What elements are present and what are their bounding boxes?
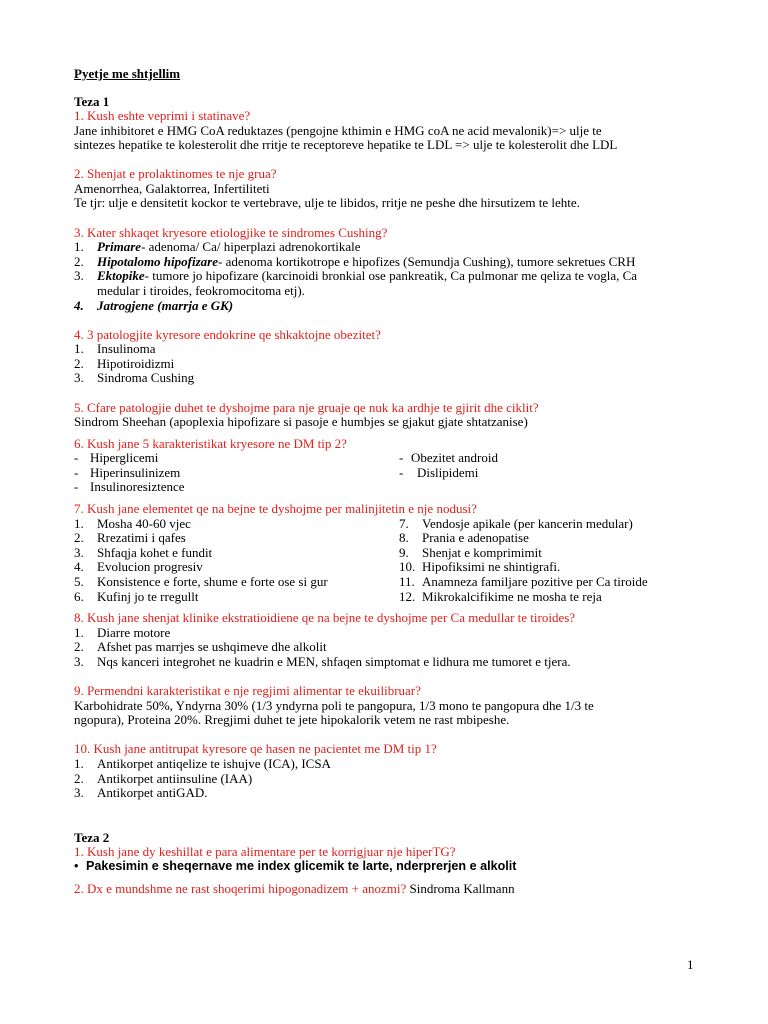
list-item: 10. Hipofiksimi ne shintigrafi. [399, 559, 561, 575]
list-item: 1. Diarre motore [74, 624, 171, 640]
answer-2-line-2: Te tjr: ulje e densitetit kockor te vertebrave, ulje te libidos, rritje ne peshe dhe hirsutizem te lehte. [74, 195, 580, 211]
answer-9-line-1: Karbohidrate 50%, Yndyrna 30% (1/3 yndyrna poli te pangopura, 1/3 mono te pangopura dhe 1/3 te [74, 697, 594, 713]
list-item: 6. Kufinj jo te rregullt [74, 588, 199, 604]
page-number: 1 [687, 957, 694, 972]
list-item: 1. Mosha 40-60 vjec [74, 515, 191, 531]
answer-4-list [74, 342, 714, 386]
list-item: 2. Antikorpet antiinsuline (IAA) [74, 770, 253, 786]
list-item: 2. Hipotalomo hipofizare- adenoma kortikotrope e hipofizes (Semundja Cushing), tumore sekretues CRH [74, 253, 636, 269]
list-item: 1. Primare- adenoma/ Ca/ hiperplazi adrenokortikale [74, 239, 361, 255]
question-6: 6. Kush jane 5 karakteristikat kryesore ne DM tip 2? [74, 435, 347, 451]
list-item: 12. Mikrokalcifikime ne mosha te reja [399, 588, 602, 604]
answer-1-line-1: Jane inhibitoret e HMG CoA reduktazes (pengojne kthimin e HMG coA ne acid mevalonik)=> ulje te [74, 122, 602, 138]
question-10: 10. Kush jane antitrupat kyresore qe hasen ne pacientet me DM tip 1? [74, 741, 437, 757]
list-item: medular i tiroides, feokromocitoma etj). [97, 282, 305, 298]
list-item: 1. Insulinoma [74, 341, 156, 357]
list-item: 3. Sindroma Cushing [74, 370, 195, 386]
section-heading-teza-1: Teza 1 [74, 94, 110, 109]
teza2-question-2: 2. Dx e mundshme ne rast shoqerimi hipogonadizem + anozmi? [74, 881, 407, 897]
answer-7-right-list [399, 517, 714, 605]
list-item: 2. Hipotiroidizmi [74, 355, 175, 371]
answer-6-right-list [399, 451, 714, 495]
answer-9-line-2: ngopura), Proteina 20%. Rregjimi duhet te jete hipokalorik vetem ne rast mbipeshe. [74, 712, 510, 728]
list-item: - Insulinoresiztence [74, 479, 185, 495]
list-item: 7. Vendosje apikale (per kancerin medular) [399, 515, 633, 531]
list-item: - Obezitet android [399, 450, 498, 466]
list-item: - Hiperglicemi [74, 450, 159, 466]
list-item: 1. Antikorpet antiqelize te ishujve (ICA), ICSA [74, 755, 331, 771]
list-item: 3. Antikorpet antiGAD. [74, 785, 208, 801]
list-item: - Hiperinsulinizem [74, 464, 181, 480]
question-3: 3. Kater shkaqet kryesore etiologjike te sindromes Cushing? [74, 224, 388, 240]
list-item: 4. Jatrogjene (marrja e GK) [74, 297, 234, 313]
list-item: 11. Anamneza familjare pozitive per Ca tiroide [399, 574, 648, 590]
list-item: 3. Nqs kanceri integrohet ne kuadrin e MEN, shfaqen simptomat e lidhura me tumoret e tjera. [74, 654, 571, 669]
list-item: 2. Afshet pas marrjes se ushqimeve dhe alkolit [74, 639, 327, 655]
question-4: 4. 3 patologjite kyresore endokrine qe shkaktojne obezitet? [74, 326, 381, 342]
list-item: 5. Konsistence e forte, shume e forte ose si gur [74, 574, 328, 590]
section-heading-teza-2: Teza 2 [74, 829, 110, 845]
list-item: - Dislipidemi [399, 464, 479, 480]
question-5: 5. Cfare patologjie duhet te dyshojme para nje gruaje qe nuk ka ardhje te gjirit dhe ciklit? [74, 399, 539, 415]
list-item: 9. Shenjat e komprimimit [399, 544, 542, 560]
question-2: 2. Shenjat e prolaktinomes te nje grua? [74, 166, 277, 182]
document-page [74, 66, 714, 897]
answer-6-left-list [74, 451, 399, 495]
bullet-icon: • [74, 859, 79, 874]
answer-7-columns [74, 517, 714, 605]
answer-10-list [74, 757, 714, 801]
list-item: 4. Evolucion progresiv [74, 559, 203, 575]
question-7: 7. Kush jane elementet qe na bejne te dyshojme per malinjitetin e nje nodusi? [74, 501, 477, 517]
answer-6-columns [74, 451, 714, 495]
list-item: 3. Ektopike- tumore jo hipofizare (karcinoidi bronkial ose pankreatik, Ca pulmonar me qeliza te vogla, Ca [74, 268, 638, 284]
question-1: 1. Kush eshte veprimi i statinave? [74, 108, 251, 123]
teza2-answer-1: • Pakesimin e sheqernave me index glicemik te larte, nderprerjen e alkolit [74, 859, 517, 874]
answer-2-line-1: Amenorrhea, Galaktorrea, Infertiliteti [74, 180, 270, 196]
answer-1-line-2: sintezes hepatike te kolesterolit dhe rritje te receptoreve hepatike te LDL => ulje te kolesterolit dhe LDL [74, 137, 618, 153]
answer-3-list [74, 240, 714, 313]
answer-8-list [74, 626, 714, 670]
teza2-question-2-line [74, 882, 714, 897]
list-item: 8. Prania e adenopatise [399, 530, 529, 546]
answer-7-left-list [74, 517, 399, 605]
list-item: 2. Rrezatimi i qafes [74, 530, 186, 546]
list-item: 3. Shfaqja kohet e fundit [74, 544, 213, 560]
teza2-answer-2: Sindroma Kallmann [406, 881, 515, 897]
teza2-question-1: 1. Kush jane dy keshillat e para alimentare per te korrigjuar nje hiperTG? [74, 843, 456, 859]
question-9: 9. Permendni karakteristikat e nje regjimi alimentar te ekuilibruar? [74, 683, 421, 699]
answer-5: Sindrom Sheehan (apoplexia hipofizare si pasoje e humbjes se gjakut gjate shtatzanise) [74, 414, 528, 430]
page-title: Pyetje me shtjellim [74, 66, 181, 81]
question-8: 8. Kush jane shenjat klinike ekstratioidiene qe na bejne te dyshojme per Ca medullar te tiroides? [74, 610, 576, 626]
